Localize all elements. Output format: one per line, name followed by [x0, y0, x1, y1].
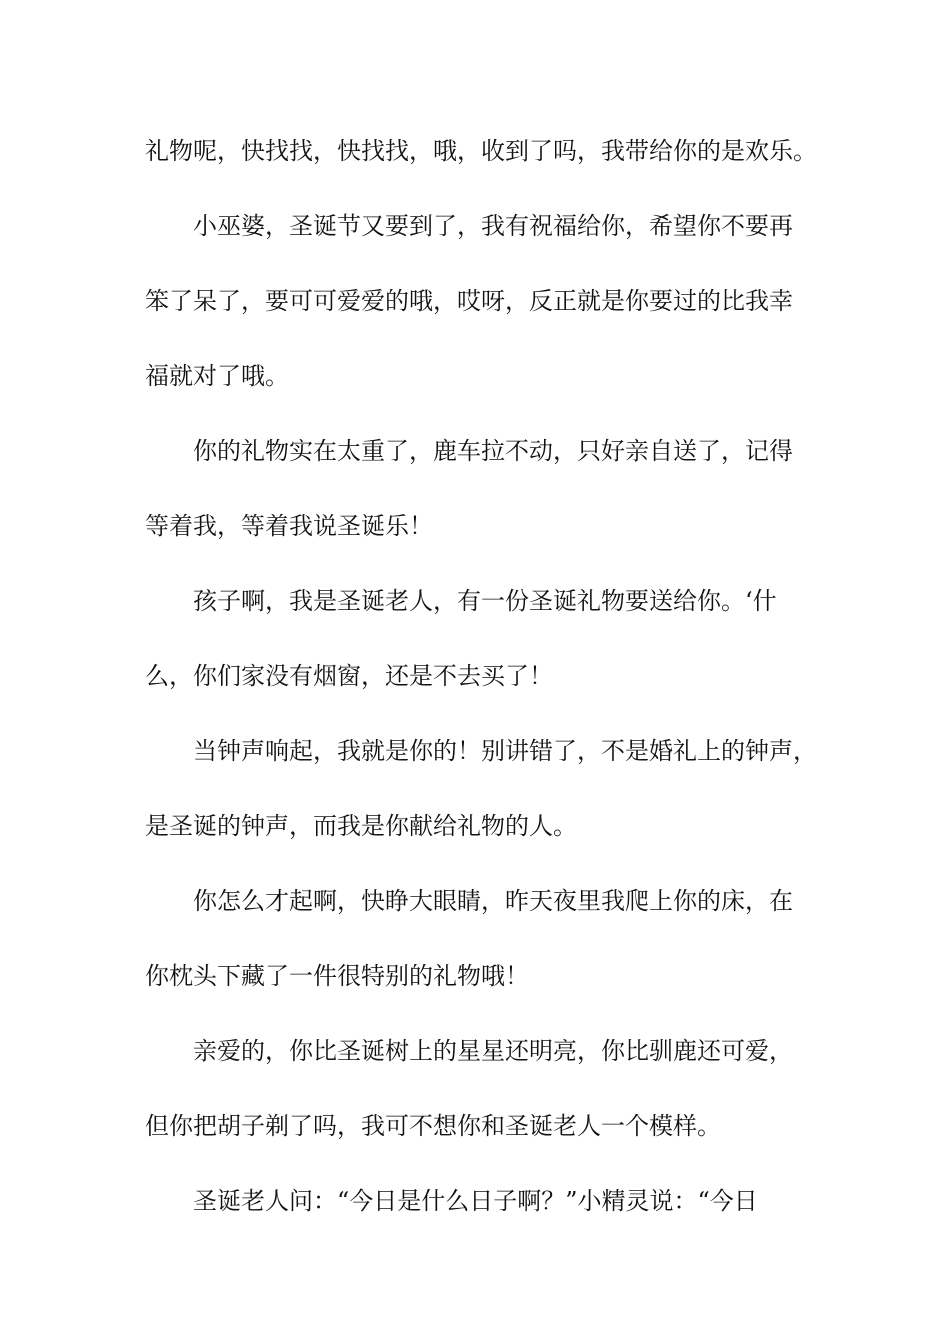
text-line: 笨了呆了，要可可爱爱的哦，哎呀，反正就是你要过的比我幸: [145, 287, 793, 315]
paragraph-first-line: 亲爱的，你比圣诞树上的星星还明亮，你比驯鹿还可爱，: [193, 1037, 793, 1065]
text-line: 你枕头下藏了一件很特别的礼物哦！: [145, 962, 529, 990]
text-line: 么，你们家没有烟窗，还是不去买了！: [145, 662, 553, 690]
text-line: 礼物呢，快找找，快找找，哦，收到了吗，我带给你的是欢乐。: [145, 137, 817, 165]
text-line: 福就对了哦。: [145, 362, 289, 390]
paragraph-first-line: 你的礼物实在太重了，鹿车拉不动，只好亲自送了，记得: [193, 437, 793, 465]
text-line: 等着我，等着我说圣诞乐！: [145, 512, 433, 540]
text-line: 但你把胡子剃了吗，我可不想你和圣诞老人一个模样。: [145, 1112, 721, 1140]
paragraph-first-line: 小巫婆，圣诞节又要到了，我有祝福给你，希望你不要再: [193, 212, 793, 240]
paragraph-first-line: 孩子啊，我是圣诞老人，有一份圣诞礼物要送给你。‘什: [193, 587, 777, 615]
text-line: 是圣诞的钟声，而我是你献给礼物的人。: [145, 812, 577, 840]
paragraph-first-line: 当钟声响起，我就是你的！别讲错了，不是婚礼上的钟声，: [193, 737, 817, 765]
paragraph-first-line: 你怎么才起啊，快睁大眼睛，昨天夜里我爬上你的床，在: [193, 887, 793, 915]
paragraph-first-line: 圣诞老人问：“今日是什么日子啊？”小精灵说：“今日: [193, 1187, 758, 1215]
